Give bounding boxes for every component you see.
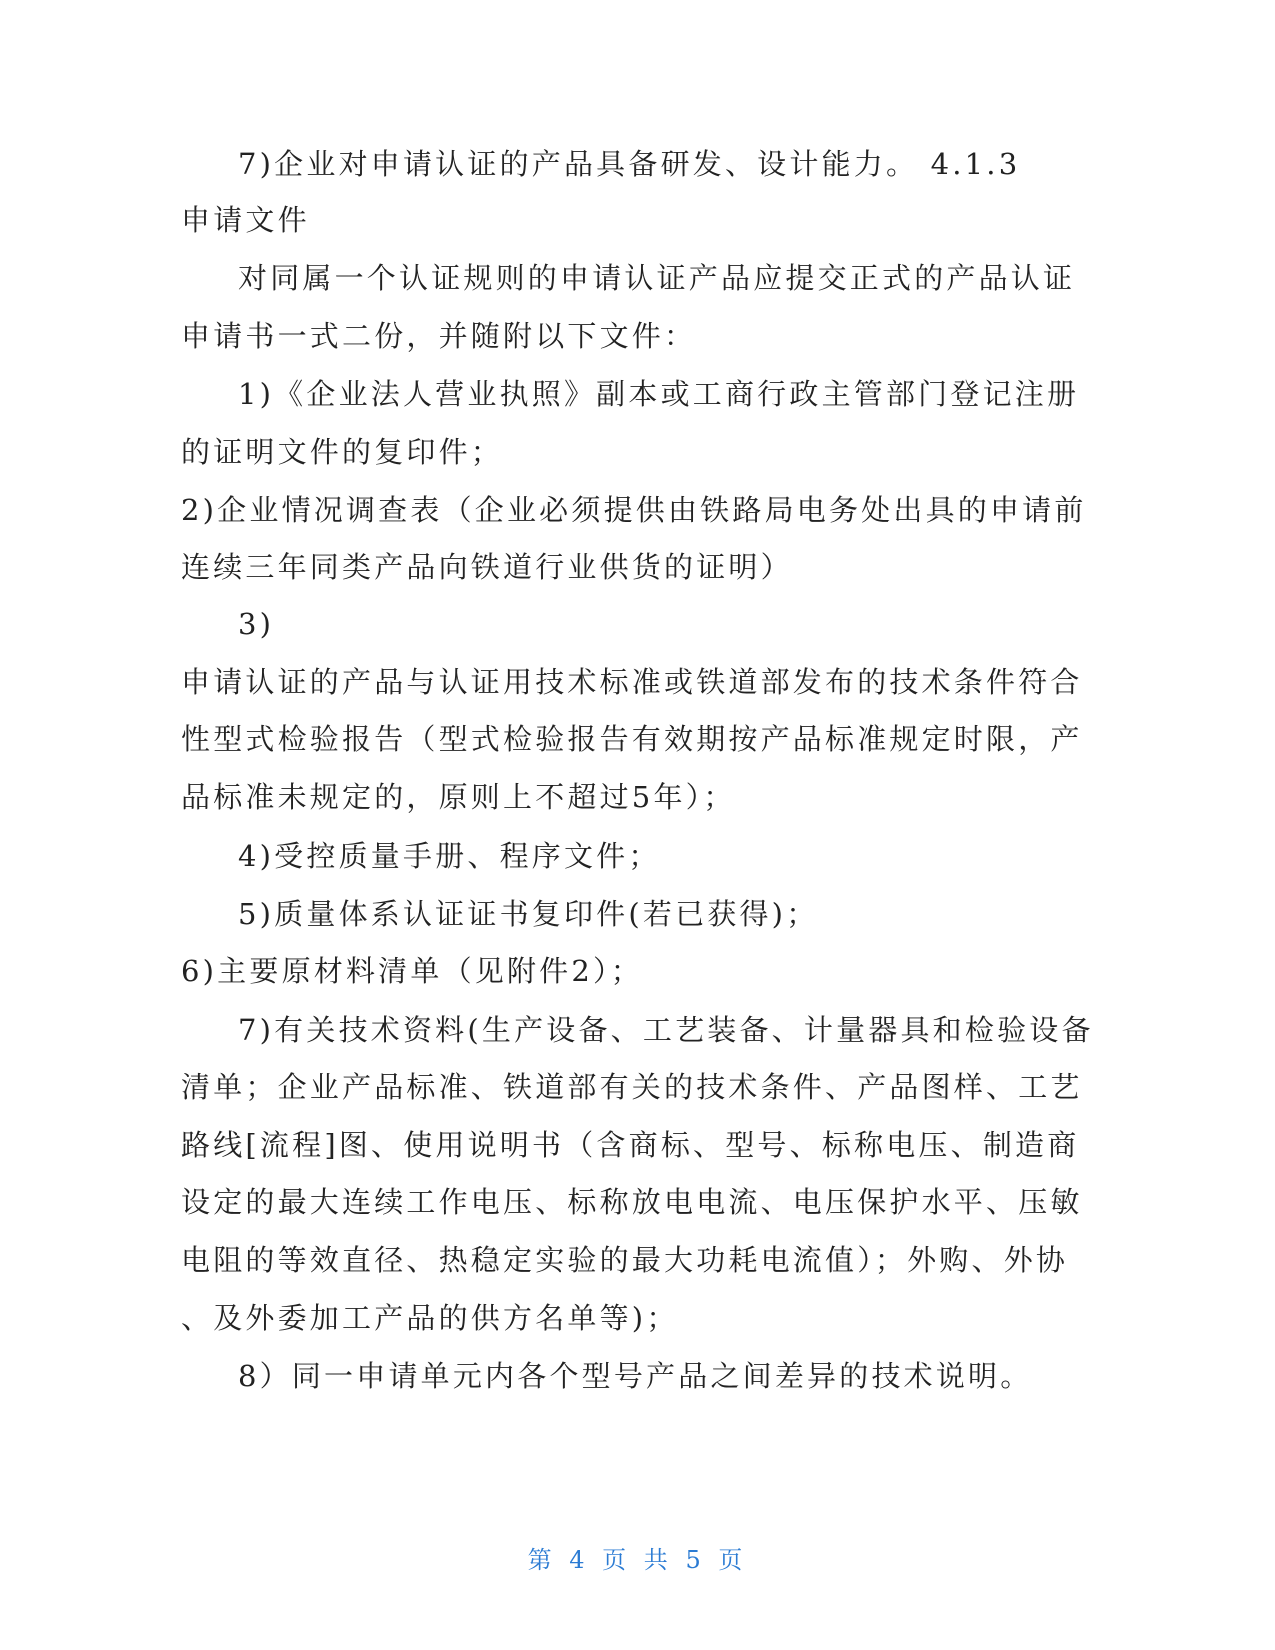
paragraph-line: 品标准未规定的，原则上不超过5年）； (181, 780, 736, 814)
paragraph-line: 3) (238, 607, 275, 641)
paragraph-line: 电阻的等效直径、热稳定实验的最大功耗电流值）；外购、外协 (181, 1243, 1069, 1277)
paragraph-line: 7)有关技术资料(生产设备、工艺装备、计量器具和检验设备 (238, 1013, 1094, 1047)
paragraph-line: 对同属一个认证规则的申请认证产品应提交正式的产品认证 (238, 261, 1076, 295)
paragraph-line: 设定的最大连续工作电压、标称放电电流、电压保护水平、压敏 (181, 1185, 1083, 1219)
paragraph-line: 路线[流程]图、使用说明书（含商标、型号、标称电压、制造商 (181, 1128, 1080, 1162)
paragraph-line: 5)质量体系认证证书复印件(若已获得)； (238, 897, 819, 931)
paragraph-line: 清单；企业产品标准、铁道部有关的技术条件、产品图样、工艺 (181, 1070, 1083, 1104)
paragraph-line: 连续三年同类产品向铁道行业供货的证明） (181, 550, 793, 584)
paragraph-line: 申请书一式二份，并随附以下文件： (181, 319, 697, 353)
paragraph-line: 4)受控质量手册、程序文件； (238, 839, 661, 873)
paragraph-line: 8）同一申请单元内各个型号产品之间差异的技术说明。 (238, 1359, 1033, 1393)
paragraph-line: 1)《企业法人营业执照》副本或工商行政主管部门登记注册 (238, 377, 1080, 411)
paragraph-line: 、及外委加工产品的供方名单等)； (181, 1301, 679, 1335)
paragraph-line: 申请认证的产品与认证用技术标准或铁道部发布的技术条件符合 (181, 665, 1083, 699)
paragraph-line: 的证明文件的复印件； (181, 435, 504, 469)
paragraph-line: 2)企业情况调查表（企业必须提供由铁路局电务处出具的申请前 (181, 493, 1087, 527)
paragraph-line: 申请文件 (181, 203, 310, 237)
paragraph-line: 性型式检验报告（型式检验报告有效期按产品标准规定时限，产 (181, 722, 1083, 756)
paragraph-line: 6)主要原材料清单（见附件2）； (181, 954, 643, 988)
paragraph-line: 7)企业对申请认证的产品具备研发、设计能力。 4.1.3 (238, 147, 1021, 181)
page-number-footer: 第 4 页 共 5 页 (527, 1546, 748, 1574)
